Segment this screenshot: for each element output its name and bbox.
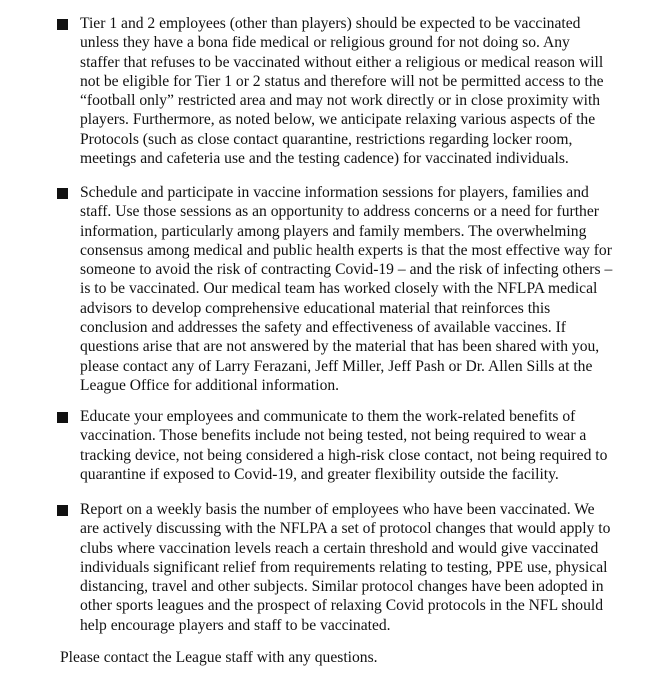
text-line: “football only” restricted area and may not work directly or in close proximity with [80, 92, 601, 110]
text-line: conclusion and addresses the safety and effectiveness of available vaccines. If [80, 319, 566, 337]
text-line: unless they have a bona fide medical or religious ground for not doing so. Any [80, 34, 570, 52]
square-bullet-icon [57, 19, 68, 30]
text-line: players. Furthermore, as noted below, we anticipate relaxing various aspects of the [80, 111, 596, 129]
text-line: consensus among medical and public health experts is that the most effective way for [80, 241, 612, 259]
text-line: are actively discussing with the NFLPA a set of protocol changes that would apply to [80, 520, 611, 538]
closing-sentence: Please contact the League staff with any questions. [60, 649, 378, 666]
square-bullet-icon [57, 188, 68, 199]
bullet-paragraph [80, 500, 640, 635]
text-line: distancing, travel and other subjects. Similar protocol changes have been adopted in [80, 578, 604, 596]
text-line: Tier 1 and 2 employees (other than players) should be expected to be vaccinated [80, 15, 581, 32]
text-line: staffer that refuses to be vaccinated without either a religious or medical reason will [80, 53, 604, 71]
text-line: questions arise that are not answered by the material that has been shared with you, [80, 338, 600, 356]
bullet-paragraph [80, 14, 640, 168]
square-bullet-icon [57, 412, 68, 423]
text-line: League Office for additional information. [80, 376, 340, 394]
text-line: tracking device, not being considered a high-risk close contact, not being required to [80, 446, 608, 464]
text-line: Report on a weekly basis the number of employees who have been vaccinated. We [80, 501, 595, 518]
square-bullet-icon [57, 505, 68, 516]
text-line: clubs where vaccination levels reach a certain threshold and would give vaccinated [80, 539, 599, 557]
text-line: individuals significant relief from requirements relating to testing, PPE use, physical [80, 558, 608, 576]
text-line: Protocols (such as close contact quarantine, restrictions regarding locker room, [80, 130, 573, 148]
bullet-paragraph [80, 183, 640, 395]
text-line: other sports leagues and the prospect of relaxing Covid protocols in the NFL should [80, 597, 604, 615]
text-line: please contact any of Larry Ferazani, Jeff Miller, Jeff Pash or Dr. Allen Sills at the [80, 357, 593, 375]
text-line: meetings and cafeteria use and the testing cadence) for vaccinated individuals. [80, 150, 569, 168]
text-line: vaccination. Those benefits include not being tested, not being required to wear a [80, 427, 587, 445]
text-line: advisors to develop comprehensive educational material that reinforces this [80, 299, 551, 317]
text-line: not be eligible for Tier 1 or 2 status and therefore will not be permitted access to the [80, 72, 604, 90]
text-line: Schedule and participate in vaccine information sessions for players, families and [80, 184, 589, 201]
bullet-paragraph [80, 407, 640, 484]
text-line: help encourage players and staff to be vaccinated. [80, 616, 391, 634]
text-line: information, particularly among players and family members. The overwhelming [80, 222, 587, 240]
text-line: Educate your employees and communicate to them the work-related benefits of [80, 408, 576, 425]
text-line: is to be vaccinated. Our medical team has worked closely with the NFLPA medical [80, 280, 598, 298]
text-line: staff. Use those sessions as an opportunity to address concerns or a need for further [80, 203, 599, 221]
text-line: someone to avoid the risk of contracting Covid-19 – and the risk of infecting others – [80, 261, 613, 279]
text-line: quarantine if exposed to Covid-19, and greater flexibility outside the facility. [80, 465, 559, 483]
